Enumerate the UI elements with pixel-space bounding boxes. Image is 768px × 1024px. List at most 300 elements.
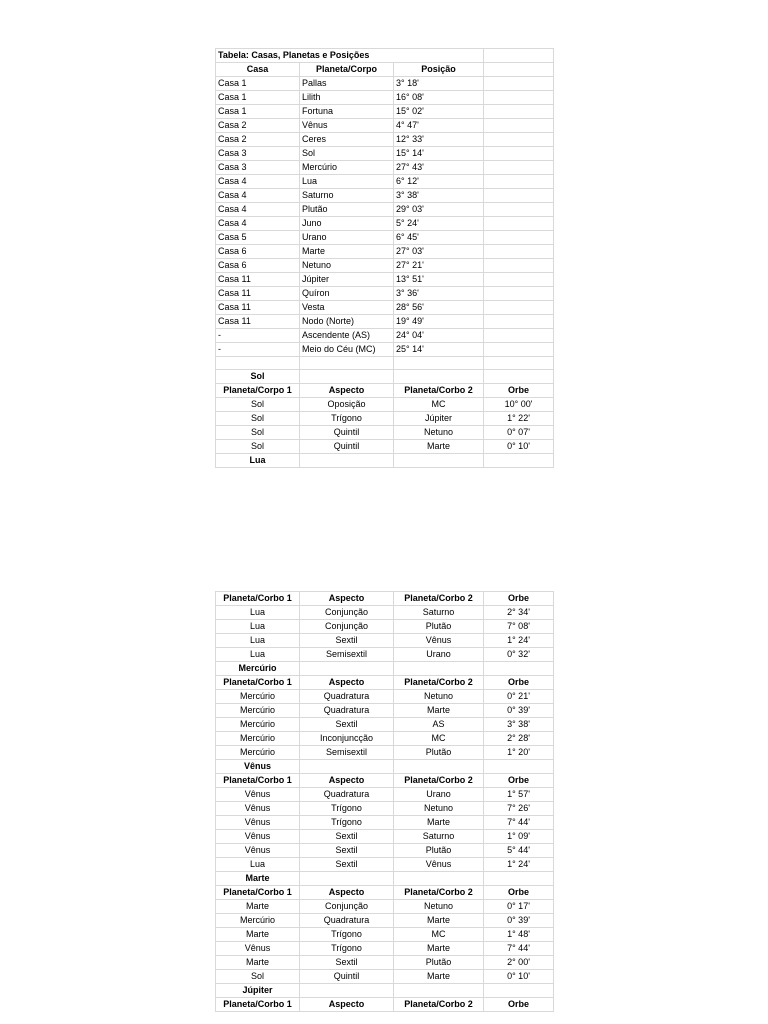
aspect-cell: Marte <box>394 440 484 454</box>
aspect-cell: Vênus <box>216 830 300 844</box>
column-header: Planeta/Corbo 2 <box>394 676 484 690</box>
sheet-cell <box>484 343 554 357</box>
aspect-cell: Vênus <box>394 858 484 872</box>
aspect-cell: Mercúrio <box>216 746 300 760</box>
sheet-cell <box>484 133 554 147</box>
column-header: Planeta/Corbo 1 <box>216 676 300 690</box>
sheet-cell <box>394 454 484 468</box>
aspect-cell: Lua <box>216 620 300 634</box>
sheet-cell <box>484 161 554 175</box>
position-row <box>216 133 554 147</box>
sheet-cell <box>484 287 554 301</box>
aspect-row <box>216 956 554 970</box>
degree-cell: 3° 38' <box>394 189 484 203</box>
aspect-cell: Plutão <box>394 844 484 858</box>
degree-cell: 27° 03' <box>394 245 484 259</box>
house-cell: - <box>216 329 300 343</box>
aspect-cell: Sol <box>216 412 300 426</box>
aspect-cell: Quadratura <box>300 914 394 928</box>
column-header: Planeta/Corbo 2 <box>394 886 484 900</box>
sheet-cell <box>484 273 554 287</box>
sheet-cell <box>484 147 554 161</box>
aspect-cell: 7° 44' <box>484 816 554 830</box>
house-cell: Casa 2 <box>216 133 300 147</box>
aspect-cell: 7° 26' <box>484 802 554 816</box>
aspect-cell: Marte <box>216 956 300 970</box>
aspect-cell: 7° 44' <box>484 942 554 956</box>
column-header: Orbe <box>484 998 554 1012</box>
degree-cell: 3° 36' <box>394 287 484 301</box>
planet-cell: Lilith <box>300 91 394 105</box>
aspect-cell: Sextil <box>300 844 394 858</box>
aspect-cell: Marte <box>394 816 484 830</box>
house-cell: - <box>216 343 300 357</box>
sheet-cell <box>216 357 300 370</box>
aspect-cell: Quadratura <box>300 788 394 802</box>
aspect-row <box>216 900 554 914</box>
column-header: Planeta/Corbo 1 <box>216 592 300 606</box>
position-row <box>216 91 554 105</box>
aspect-header-row <box>216 384 554 398</box>
sheet-cell <box>394 357 484 370</box>
position-row <box>216 203 554 217</box>
position-row <box>216 259 554 273</box>
table-title: Tabela: Casas, Planetas e Posições <box>216 49 484 63</box>
degree-cell: 16° 08' <box>394 91 484 105</box>
column-header: Aspecto <box>300 998 394 1012</box>
house-cell: Casa 3 <box>216 161 300 175</box>
position-row <box>216 105 554 119</box>
section-title: Vênus <box>216 760 300 774</box>
column-header: Planeta/Corbo 2 <box>394 384 484 398</box>
aspect-cell: Quintil <box>300 426 394 440</box>
aspect-cell: Netuno <box>394 690 484 704</box>
aspect-cell: Plutão <box>394 620 484 634</box>
position-row <box>216 119 554 133</box>
aspect-cell: Sol <box>216 398 300 412</box>
aspect-row <box>216 942 554 956</box>
aspect-cell: 0° 07' <box>484 426 554 440</box>
aspect-cell: Inconjuncção <box>300 732 394 746</box>
planet-section-label <box>216 454 554 468</box>
aspect-row <box>216 620 554 634</box>
sheet-cell <box>484 217 554 231</box>
aspect-cell: Urano <box>394 648 484 662</box>
aspect-row <box>216 426 554 440</box>
aspect-cell: 1° 48' <box>484 928 554 942</box>
planet-cell: Meio do Céu (MC) <box>300 343 394 357</box>
house-cell: Casa 11 <box>216 301 300 315</box>
sheet-cell <box>484 77 554 91</box>
planet-cell: Quíron <box>300 287 394 301</box>
column-header: Planeta/Corbo 1 <box>216 998 300 1012</box>
aspect-cell: Quadratura <box>300 704 394 718</box>
aspect-cell: Netuno <box>394 426 484 440</box>
sheet-cell <box>484 329 554 343</box>
aspect-cell: Marte <box>394 704 484 718</box>
sheet-cell <box>484 301 554 315</box>
aspect-cell: AS <box>394 718 484 732</box>
planet-cell: Júpiter <box>300 273 394 287</box>
sheet-cell <box>300 760 394 774</box>
planet-cell: Netuno <box>300 259 394 273</box>
sheet-cell <box>300 357 394 370</box>
sheet-cell <box>484 245 554 259</box>
aspect-cell: 3° 38' <box>484 718 554 732</box>
planet-section-label <box>216 370 554 384</box>
degree-cell: 4° 47' <box>394 119 484 133</box>
degree-cell: 3° 18' <box>394 77 484 91</box>
planet-cell: Urano <box>300 231 394 245</box>
aspect-cell: Lua <box>216 634 300 648</box>
degree-cell: 15° 14' <box>394 147 484 161</box>
aspect-cell: Sextil <box>300 858 394 872</box>
aspect-row <box>216 704 554 718</box>
aspect-cell: Sextil <box>300 830 394 844</box>
sheet-cell <box>484 357 554 370</box>
planet-section-label <box>216 872 554 886</box>
planet-cell: Sol <box>300 147 394 161</box>
column-header: Planeta/Corbo 1 <box>216 886 300 900</box>
aspect-row <box>216 788 554 802</box>
house-cell: Casa 1 <box>216 77 300 91</box>
aspect-cell: Lua <box>216 606 300 620</box>
aspect-cell: Conjunção <box>300 606 394 620</box>
aspect-row <box>216 412 554 426</box>
sheet-cell <box>484 63 554 77</box>
positions-header-row <box>216 63 554 77</box>
aspect-cell: 0° 39' <box>484 914 554 928</box>
aspect-cell: 0° 39' <box>484 704 554 718</box>
aspect-cell: Netuno <box>394 802 484 816</box>
column-header: Planeta/Corbo 2 <box>394 998 484 1012</box>
aspect-cell: 5° 44' <box>484 844 554 858</box>
position-row <box>216 343 554 357</box>
aspect-cell: Vênus <box>216 942 300 956</box>
sheet-cell <box>484 189 554 203</box>
position-row <box>216 147 554 161</box>
aspect-cell: Marte <box>216 900 300 914</box>
planet-cell: Vesta <box>300 301 394 315</box>
degree-cell: 27° 21' <box>394 259 484 273</box>
sheet-cell <box>484 315 554 329</box>
sheet-cell <box>300 984 394 998</box>
sheet-cell <box>394 662 484 676</box>
sheet-cell <box>484 984 554 998</box>
house-cell: Casa 11 <box>216 315 300 329</box>
section-title: Marte <box>216 872 300 886</box>
aspect-cell: Mercúrio <box>216 690 300 704</box>
aspect-row <box>216 718 554 732</box>
sheet-cell <box>394 370 484 384</box>
planet-cell: Fortuna <box>300 105 394 119</box>
aspect-cell: Mercúrio <box>216 914 300 928</box>
house-cell: Casa 2 <box>216 119 300 133</box>
house-cell: Casa 1 <box>216 105 300 119</box>
sheet-cell <box>484 370 554 384</box>
aspect-cell: Sol <box>216 970 300 984</box>
degree-cell: 6° 45' <box>394 231 484 245</box>
aspect-cell: Marte <box>394 914 484 928</box>
aspect-cell: Trígono <box>300 412 394 426</box>
planet-section-label <box>216 984 554 998</box>
aspect-row <box>216 858 554 872</box>
aspect-cell: MC <box>394 928 484 942</box>
column-header: Orbe <box>484 384 554 398</box>
aspect-cell: 1° 24' <box>484 634 554 648</box>
column-header: Planeta/Corbo 2 <box>394 592 484 606</box>
column-header: Posição <box>394 63 484 77</box>
planet-cell: Pallas <box>300 77 394 91</box>
aspect-header-row <box>216 998 554 1012</box>
planet-section-label <box>216 760 554 774</box>
sheet-cell <box>484 175 554 189</box>
sheet-cell <box>394 984 484 998</box>
column-header: Planeta/Corbo 1 <box>216 774 300 788</box>
aspect-cell: Conjunção <box>300 900 394 914</box>
planet-cell: Plutão <box>300 203 394 217</box>
position-row <box>216 175 554 189</box>
aspect-cell: Marte <box>216 928 300 942</box>
aspect-row <box>216 970 554 984</box>
aspect-cell: Quintil <box>300 970 394 984</box>
title-row <box>216 49 554 63</box>
position-row <box>216 315 554 329</box>
aspect-cell: Conjunção <box>300 620 394 634</box>
aspect-row <box>216 830 554 844</box>
aspect-cell: Urano <box>394 788 484 802</box>
aspect-cell: Sextil <box>300 634 394 648</box>
aspect-header-row <box>216 676 554 690</box>
column-header: Aspecto <box>300 384 394 398</box>
sheet-cell <box>300 872 394 886</box>
planet-cell: Saturno <box>300 189 394 203</box>
column-header: Aspecto <box>300 676 394 690</box>
aspect-cell: Sextil <box>300 718 394 732</box>
position-row <box>216 231 554 245</box>
aspect-cell: Semisextil <box>300 648 394 662</box>
house-cell: Casa 6 <box>216 245 300 259</box>
sheet-cell <box>484 91 554 105</box>
house-cell: Casa 4 <box>216 217 300 231</box>
planet-cell: Vênus <box>300 119 394 133</box>
sheet-cell <box>484 49 554 63</box>
aspect-cell: MC <box>394 398 484 412</box>
aspect-cell: Quintil <box>300 440 394 454</box>
aspect-row <box>216 746 554 760</box>
aspect-cell: Marte <box>394 970 484 984</box>
aspect-cell: Trígono <box>300 816 394 830</box>
planet-cell: Ascendente (AS) <box>300 329 394 343</box>
aspect-cell: 0° 17' <box>484 900 554 914</box>
sheet-cell <box>484 872 554 886</box>
house-cell: Casa 3 <box>216 147 300 161</box>
column-header: Planeta/Corbo 2 <box>394 774 484 788</box>
sheet-cell <box>484 259 554 273</box>
position-row <box>216 217 554 231</box>
house-cell: Casa 5 <box>216 231 300 245</box>
aspect-cell: Saturno <box>394 830 484 844</box>
aspect-row <box>216 690 554 704</box>
aspect-cell: Sextil <box>300 956 394 970</box>
aspect-cell: Vênus <box>216 788 300 802</box>
aspect-cell: Saturno <box>394 606 484 620</box>
aspects-sheet <box>215 591 554 1012</box>
aspect-cell: Vênus <box>394 634 484 648</box>
degree-cell: 27° 43' <box>394 161 484 175</box>
degree-cell: 6° 12' <box>394 175 484 189</box>
column-header: Orbe <box>484 676 554 690</box>
positions-sheet <box>215 48 554 468</box>
aspect-cell: 0° 32' <box>484 648 554 662</box>
aspect-cell: Oposição <box>300 398 394 412</box>
aspect-cell: Vênus <box>216 802 300 816</box>
degree-cell: 15° 02' <box>394 105 484 119</box>
aspect-cell: 2° 00' <box>484 956 554 970</box>
section-title: Júpiter <box>216 984 300 998</box>
column-header: Orbe <box>484 886 554 900</box>
degree-cell: 13° 51' <box>394 273 484 287</box>
planet-cell: Marte <box>300 245 394 259</box>
aspect-row <box>216 928 554 942</box>
aspect-cell: 2° 28' <box>484 732 554 746</box>
house-cell: Casa 11 <box>216 287 300 301</box>
column-header: Orbe <box>484 774 554 788</box>
aspect-cell: 1° 22' <box>484 412 554 426</box>
aspect-cell: Mercúrio <box>216 718 300 732</box>
planet-cell: Ceres <box>300 133 394 147</box>
degree-cell: 25° 14' <box>394 343 484 357</box>
degree-cell: 19° 49' <box>394 315 484 329</box>
sheet-cell <box>484 231 554 245</box>
column-header: Casa <box>216 63 300 77</box>
aspect-cell: Trígono <box>300 942 394 956</box>
column-header: Aspecto <box>300 774 394 788</box>
aspect-cell: 0° 10' <box>484 970 554 984</box>
column-header: Orbe <box>484 592 554 606</box>
position-row <box>216 189 554 203</box>
column-header: Planeta/Corpo 1 <box>216 384 300 398</box>
position-row <box>216 77 554 91</box>
aspect-cell: 0° 21' <box>484 690 554 704</box>
sheet-cell <box>484 105 554 119</box>
planet-cell: Nodo (Norte) <box>300 315 394 329</box>
sheet-cell <box>300 662 394 676</box>
house-cell: Casa 11 <box>216 273 300 287</box>
column-header: Aspecto <box>300 886 394 900</box>
house-cell: Casa 4 <box>216 175 300 189</box>
aspect-row <box>216 844 554 858</box>
aspect-cell: Marte <box>394 942 484 956</box>
house-cell: Casa 4 <box>216 203 300 217</box>
aspect-cell: 1° 57' <box>484 788 554 802</box>
section-title: Mercúrio <box>216 662 300 676</box>
aspect-cell: Sol <box>216 426 300 440</box>
aspect-cell: 1° 24' <box>484 858 554 872</box>
aspect-header-row <box>216 774 554 788</box>
aspect-row <box>216 802 554 816</box>
aspect-cell: Vênus <box>216 844 300 858</box>
aspect-cell: Plutão <box>394 746 484 760</box>
sheet-cell <box>484 662 554 676</box>
degree-cell: 12° 33' <box>394 133 484 147</box>
house-cell: Casa 6 <box>216 259 300 273</box>
aspect-cell: Semisextil <box>300 746 394 760</box>
degree-cell: 28° 56' <box>394 301 484 315</box>
degree-cell: 24° 04' <box>394 329 484 343</box>
house-cell: Casa 4 <box>216 189 300 203</box>
section-title: Lua <box>216 454 300 468</box>
section-title: Sol <box>216 370 300 384</box>
aspect-row <box>216 606 554 620</box>
planet-section-label <box>216 662 554 676</box>
aspect-cell: 10° 00' <box>484 398 554 412</box>
position-row <box>216 161 554 175</box>
aspect-row <box>216 440 554 454</box>
aspect-row <box>216 816 554 830</box>
aspect-cell: Sol <box>216 440 300 454</box>
aspect-cell: 2° 34' <box>484 606 554 620</box>
position-row <box>216 273 554 287</box>
aspect-cell: Júpiter <box>394 412 484 426</box>
aspect-cell: 7° 08' <box>484 620 554 634</box>
sheet-cell <box>394 872 484 886</box>
position-row <box>216 329 554 343</box>
aspect-cell: MC <box>394 732 484 746</box>
degree-cell: 29° 03' <box>394 203 484 217</box>
aspect-row <box>216 732 554 746</box>
aspect-row <box>216 634 554 648</box>
aspect-cell: Mercúrio <box>216 732 300 746</box>
aspect-cell: Vênus <box>216 816 300 830</box>
sheet-cell <box>484 760 554 774</box>
degree-cell: 5° 24' <box>394 217 484 231</box>
aspect-cell: Plutão <box>394 956 484 970</box>
house-cell: Casa 1 <box>216 91 300 105</box>
sheet-cell <box>300 454 394 468</box>
aspect-row <box>216 398 554 412</box>
aspect-header-row <box>216 592 554 606</box>
column-header: Planeta/Corpo <box>300 63 394 77</box>
aspect-cell: Trígono <box>300 928 394 942</box>
aspect-header-row <box>216 886 554 900</box>
aspect-row <box>216 914 554 928</box>
aspect-cell: Quadratura <box>300 690 394 704</box>
position-row <box>216 287 554 301</box>
sheet-cell <box>484 203 554 217</box>
position-row <box>216 245 554 259</box>
aspect-cell: Lua <box>216 648 300 662</box>
aspect-cell: Lua <box>216 858 300 872</box>
aspect-cell: 1° 09' <box>484 830 554 844</box>
sheet-cell <box>484 119 554 133</box>
position-row <box>216 301 554 315</box>
aspect-cell: Trígono <box>300 802 394 816</box>
aspect-cell: 1° 20' <box>484 746 554 760</box>
planet-cell: Juno <box>300 217 394 231</box>
aspect-cell: Netuno <box>394 900 484 914</box>
planet-cell: Lua <box>300 175 394 189</box>
sheet-cell <box>394 760 484 774</box>
aspect-cell: Mercúrio <box>216 704 300 718</box>
planet-cell: Mercúrio <box>300 161 394 175</box>
sheet-cell <box>484 454 554 468</box>
aspect-cell: 0° 10' <box>484 440 554 454</box>
blank-row <box>216 357 554 370</box>
aspect-row <box>216 648 554 662</box>
column-header: Aspecto <box>300 592 394 606</box>
sheet-cell <box>300 370 394 384</box>
